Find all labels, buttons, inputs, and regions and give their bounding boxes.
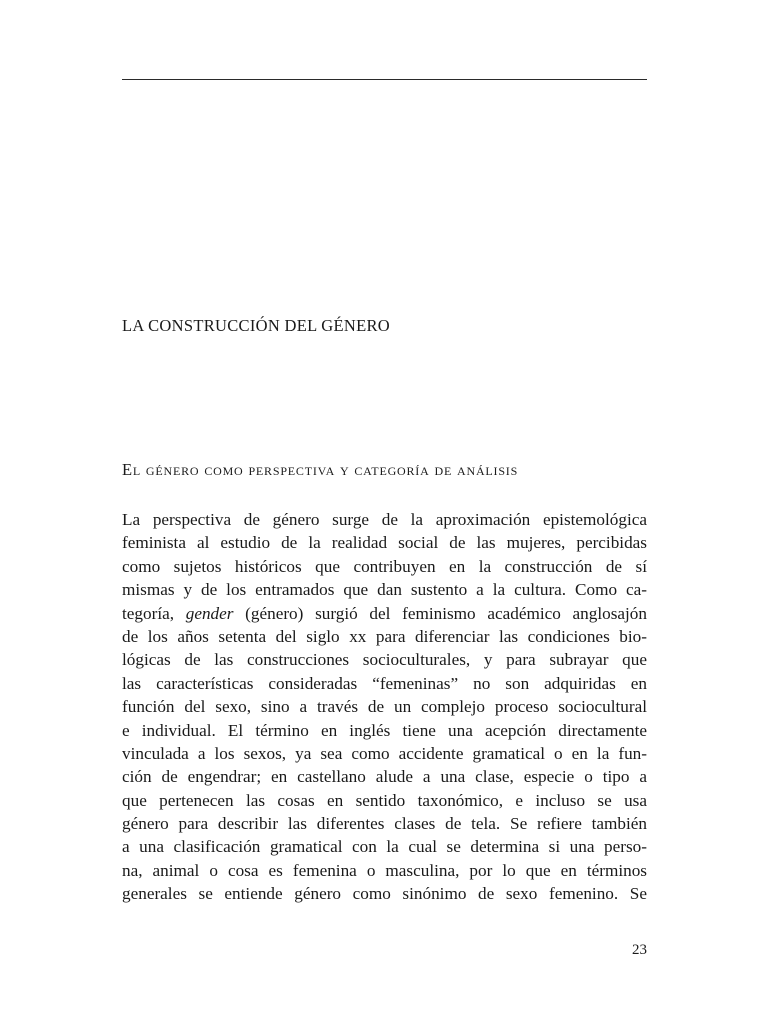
page-number: 23 bbox=[632, 942, 647, 958]
section-title: El género como perspectiva y categoría de análisis bbox=[122, 460, 519, 479]
paragraph-line bbox=[122, 602, 647, 625]
paragraph-line: función del sexo, sino a través de un complejo proceso sociocultural bbox=[122, 697, 647, 717]
paragraph-line: feminista al estudio de la realidad social de las mujeres, percibidas bbox=[122, 533, 647, 553]
italic-term: gender bbox=[185, 603, 234, 623]
paragraph-line: de los años setenta del siglo xx para diferenciar las condiciones bio- bbox=[122, 626, 647, 646]
body-paragraph bbox=[122, 508, 647, 906]
paragraph-line: generales se entiende género como sinónimo de sexo femenino. Se bbox=[122, 884, 647, 904]
paragraph-line: La perspectiva de género surge de la aproximación epistemológica bbox=[122, 510, 647, 529]
paragraph-line: que pertenecen las cosas en sentido taxonómico, e incluso se usa bbox=[122, 790, 647, 810]
paragraph-line: na, animal o cosa es femenina o masculina, por lo que en términos bbox=[122, 860, 647, 880]
line-text: tegoría, bbox=[122, 603, 186, 623]
paragraph-line: e individual. El término en inglés tiene una acepción directamente bbox=[122, 720, 647, 740]
paragraph-line: vinculada a los sexos, ya sea como accidente gramatical o en la fun- bbox=[122, 743, 647, 763]
line-text: (género) surgió del feminismo académico anglosajón bbox=[233, 603, 647, 623]
paragraph-line: ción de engendrar; en castellano alude a una clase, especie o tipo a bbox=[122, 767, 647, 787]
paragraph-line: las características consideradas “femeninas” no son adquiridas en bbox=[122, 673, 647, 693]
header-rule bbox=[122, 79, 647, 80]
paragraph-line: género para describir las diferentes clases de tela. Se refiere también bbox=[122, 814, 647, 834]
paragraph-line: mismas y de los entramados que dan sustento a la cultura. Como ca- bbox=[122, 580, 647, 600]
paragraph-line: lógicas de las construcciones socioculturales, y para subrayar que bbox=[122, 650, 647, 670]
paragraph-line: como sujetos históricos que contribuyen en la construcción de sí bbox=[122, 556, 647, 576]
paragraph-line: a una clasificación gramatical con la cual se determina si una perso- bbox=[122, 837, 647, 857]
chapter-title: LA CONSTRUCCIÓN DEL GÉNERO bbox=[122, 316, 390, 335]
